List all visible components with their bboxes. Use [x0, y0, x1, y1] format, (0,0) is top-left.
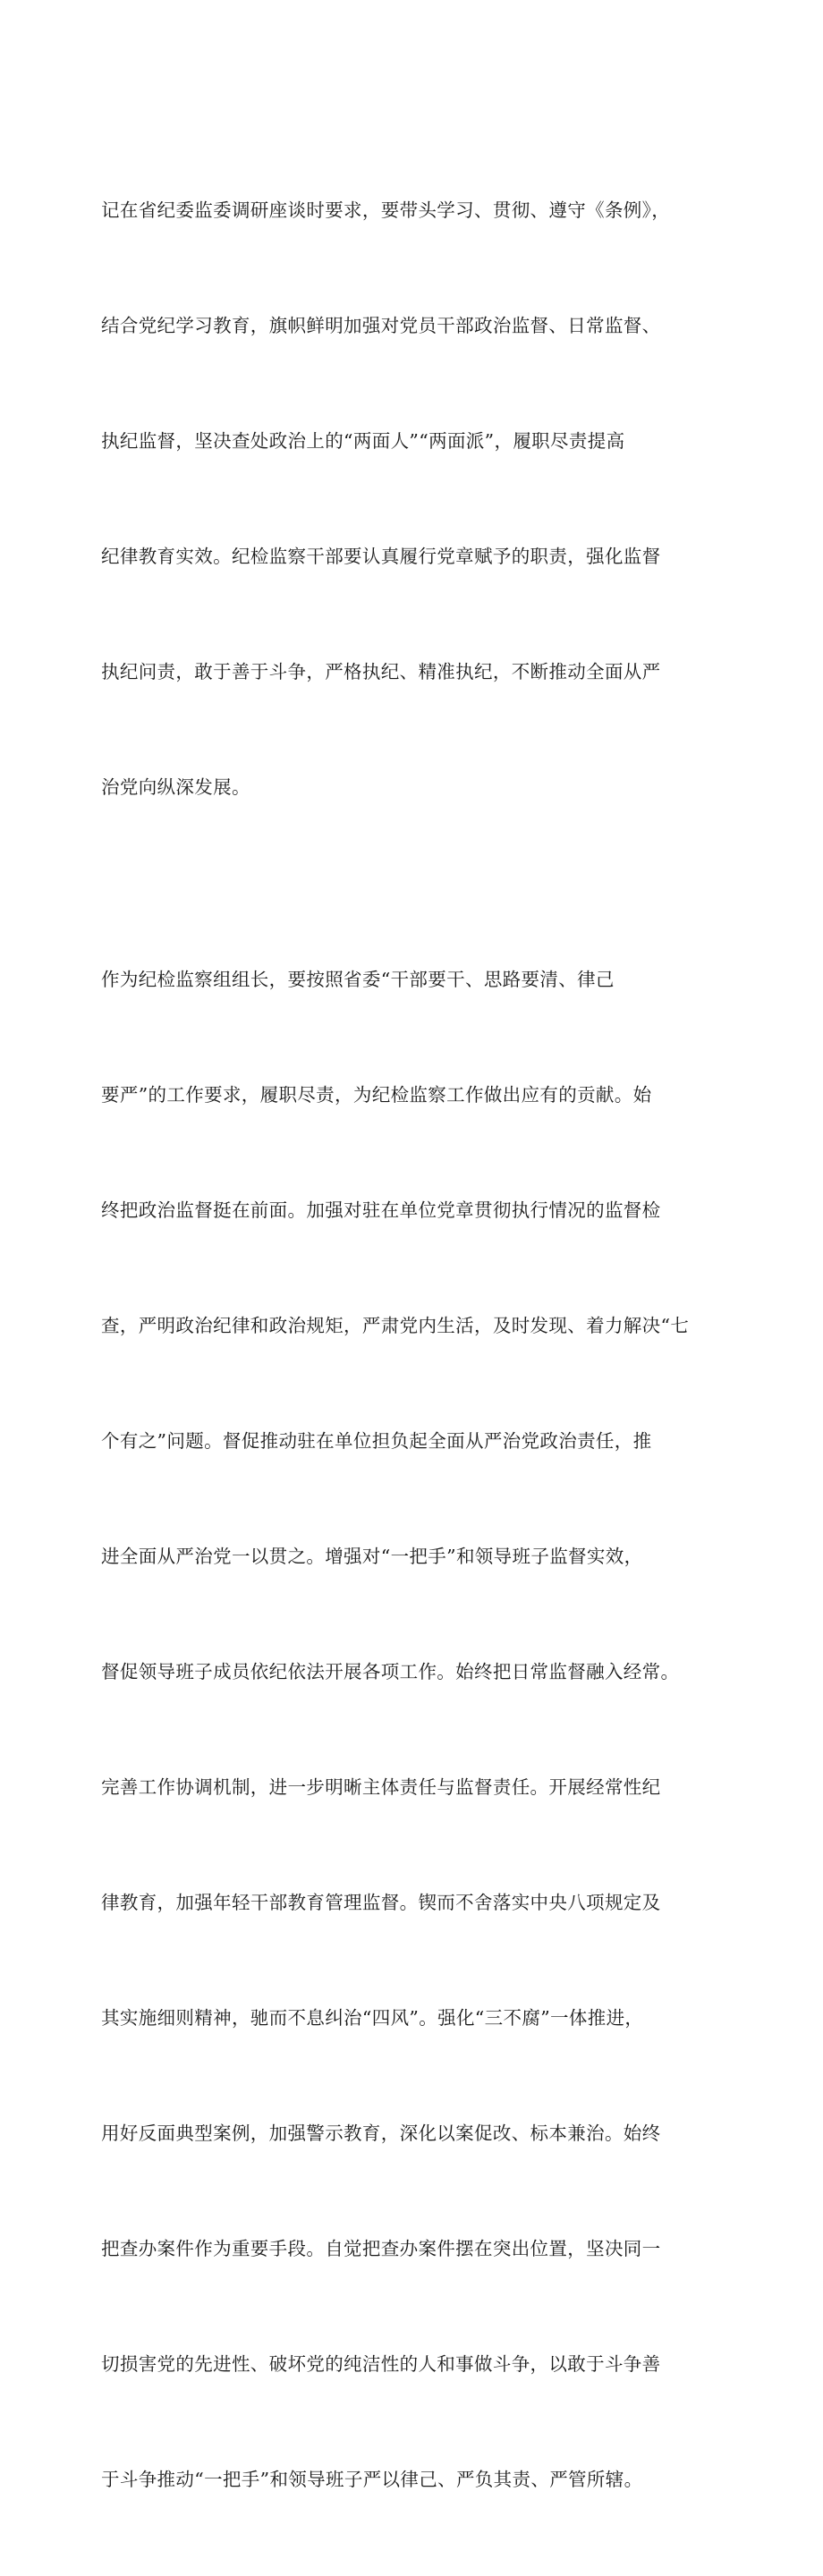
paragraph-2-line: 律教育，加强年轻干部教育管理监督。锲而不舍落实中央八项规定及	[101, 1892, 661, 1913]
paragraph-2-line: 查，严明政治纪律和政治规矩，严肃党内生活，及时发现、着力解决“七	[101, 1315, 690, 1336]
paragraph-2-line: 要严”的工作要求，履职尽责，为纪检监察工作做出应有的贡献。始	[101, 1084, 652, 1106]
paragraph-2-line: 个有之”问题。督促推动驻在单位担负起全面从严治党政治责任，推	[101, 1430, 652, 1452]
paragraph-1-line: 治党向纵深发展。	[101, 776, 250, 798]
paragraph-2-line: 完善工作协调机制，进一步明晰主体责任与监督责任。开展经常性纪	[101, 1776, 661, 1798]
paragraph-2-line: 进全面从严治党一以贯之。增强对“一把手”和领导班子监督实效，	[101, 1546, 643, 1567]
document-body	[101, 114, 738, 2576]
paragraph-2-line: 把查办案件作为重要手段。自觉把查办案件摆在突出位置，坚决同一	[101, 2238, 661, 2259]
paragraph-2-line: 其实施细则精神，驰而不息纠治“四风”。强化“三不腐”一体推进，	[101, 2007, 644, 2029]
paragraph-2-line: 切损害党的先进性、破坏党的纯洁性的人和事做斗争，以敢于斗争善	[101, 2353, 661, 2375]
paragraph-2-line: 作为纪检监察组组长，要按照省委“干部要干、思路要清、律己	[101, 969, 615, 990]
paragraph-1-line: 执纪监督，坚决查处政治上的“两面人”“两面派”，履职尽责提高	[101, 430, 625, 452]
paragraph-1-line: 记在省纪委监委调研座谈时要求，要带头学习、贯彻、遵守《条例》，	[101, 199, 671, 221]
paragraph-2-line: 于斗争推动“一把手”和领导班子严以律己、严负其责、严管所辖。	[101, 2469, 643, 2490]
paragraph-1-line: 结合党纪学习教育，旗帜鲜明加强对党员干部政治监督、日常监督、	[101, 315, 661, 336]
paragraph-2	[101, 884, 738, 2576]
paragraph-2-line: 用好反面典型案例，加强警示教育，深化以案促改、标本兼治。始终	[101, 2123, 661, 2144]
paragraph-1-line: 纪律教育实效。纪检监察干部要认真履行党章赋予的职责，强化监督	[101, 546, 661, 567]
paragraph-1	[101, 114, 738, 884]
paragraph-1-line: 执纪问责，敢于善于斗争，严格执纪、精准执纪，不断推动全面从严	[101, 661, 661, 682]
paragraph-2-line: 督促领导班子成员依纪依法开展各项工作。始终把日常监督融入经常。	[101, 1661, 680, 1682]
paragraph-2-line: 终把政治监督挺在前面。加强对驻在单位党章贯彻执行情况的监督检	[101, 1199, 661, 1221]
